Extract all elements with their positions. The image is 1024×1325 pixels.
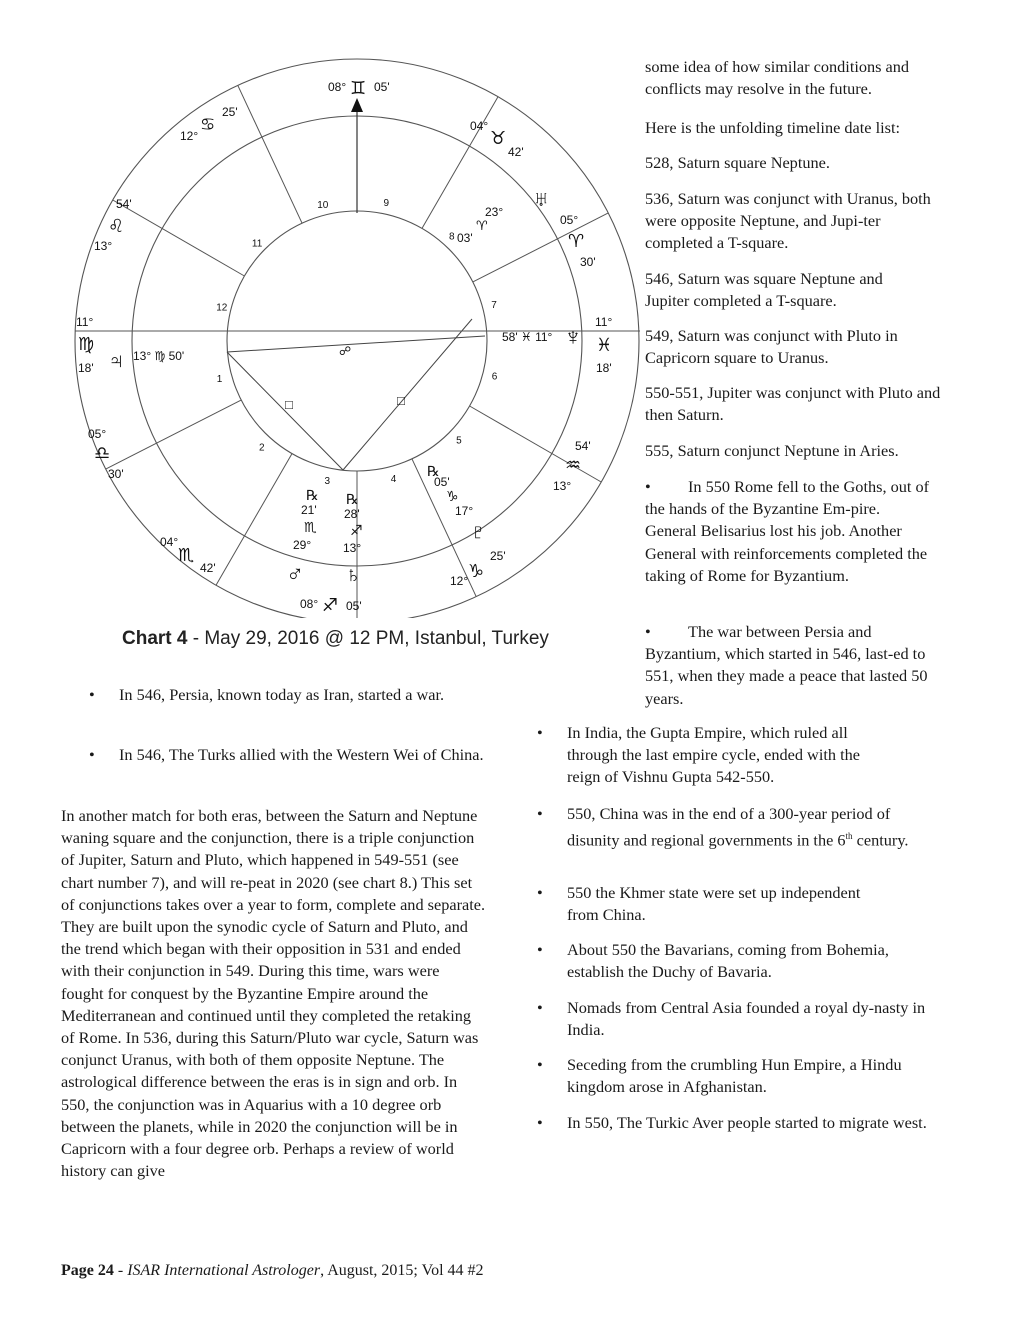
cusp3-min: 42' — [200, 561, 216, 575]
page-footer — [61, 1262, 484, 1280]
bullet-dot: • — [537, 723, 543, 742]
cusp-left-min: 18' — [78, 361, 94, 375]
cusp2-min: 30' — [108, 467, 124, 481]
chart-wheel — [60, 58, 640, 618]
cusp12-deg: 12° — [180, 129, 199, 143]
bullet-text: In 550 Rome fell to the Goths, out of the hands of the Byzantine Em-pire. General Belisarius lost his job. Another General with reinforcements completed the taking of Rome for Byzantium. — [645, 477, 930, 585]
cusp9-deg: 04° — [470, 119, 489, 133]
bullet-dot: • — [89, 745, 95, 764]
bullet-text — [567, 803, 927, 852]
pluto-sign: ♑ — [446, 488, 459, 504]
saturn-retro: ℞ — [346, 491, 359, 507]
cusp-right-deg: 11° — [595, 315, 613, 329]
bullet-dot: • — [537, 883, 543, 902]
house-number: 10 — [317, 199, 329, 211]
uranus-sign: ♈ — [476, 218, 488, 233]
chart-caption-text: - May 29, 2016 @ 12 PM, Istanbul, Turkey — [187, 628, 549, 649]
pluto-deg: 17° — [455, 504, 474, 518]
cusp-top-min: 05' — [374, 80, 390, 94]
chart-caption-label: Chart 4 — [122, 628, 188, 649]
pluto-min: 05' — [434, 475, 450, 489]
house-cusp-line — [238, 85, 302, 223]
house-cusp-line — [113, 200, 245, 276]
bullet-text: The war between Persia and Byzantium, which started in 546, last-ed to 551, when they made a peace that lasted 50 years. — [645, 622, 928, 708]
mars-deg: 29° — [293, 538, 312, 552]
bullet-text: 550 the Khmer state were set up independent from China. — [567, 883, 861, 925]
superscript: th — [845, 831, 853, 842]
cusp8-min: 30' — [580, 255, 596, 269]
uranus-min: 03' — [457, 231, 473, 245]
cusp6-min: 54' — [575, 439, 591, 453]
house-number: 1 — [216, 373, 223, 385]
inner-bullet — [645, 476, 930, 587]
mars-glyph: ♂ — [286, 561, 304, 588]
chart-caption — [122, 628, 549, 650]
body-paragraph: In another match for both eras, between the Saturn and Neptune waning square and the conjunction, there is a triple conjunction of Jupiter, Saturn and Pluto, which happened in 549-551 (see chart number 7), and will re-peat in 2020 (see chart 8.) This set of conjunctions takes over a year to form, complete and separate. They are built upon the synodic cycle of Saturn and Pluto, and the trend which began with their opposition in 531 and ended with their conjunction in 549. During this time, wars were fought for conquest by the Byzantine Empire around the Mediterranean and continued until they completed the retaking of Rome. In 536, during this Saturn/Pluto war cycle, Saturn was conjunct Uranus, with both of them opposite Neptune. The astrological difference between the eras is in sign and orb. In 550, the conjunction was in Aquarius with a 10 degree orb between the planets, while in 2020 the conjunction will be in Capricorn with a four degree orb. Perhaps a review of world history can give — [61, 806, 486, 1181]
bullet-dot: • — [645, 622, 651, 641]
page-number: Page 24 — [61, 1262, 114, 1279]
jupiter-position: 13° ♍ 50' — [133, 349, 185, 363]
bullet-text: Nomads from Central Asia founded a royal dy-nasty in India. — [567, 998, 926, 1040]
cusp-left-sign: ♍ — [78, 334, 95, 354]
cusp-right-min: 18' — [596, 361, 612, 375]
bullet-dot: • — [537, 998, 543, 1017]
bullet-text-main: 550, China was in the end of a 300-year period of disunity and regional governments in the 6 — [567, 804, 891, 850]
mc-arrow — [351, 98, 363, 112]
issue-info: , August, 2015; Vol 44 #2 — [320, 1262, 484, 1279]
journal-name: ISAR International Astrologer — [127, 1262, 321, 1279]
bullet-dot: • — [537, 940, 543, 959]
timeline-intro: Here is the unfolding timeline date list: — [645, 118, 901, 137]
cusp8-sign: ♈ — [568, 231, 585, 251]
jupiter-glyph: ♃ — [108, 348, 125, 373]
opposition-glyph: ☍ — [339, 344, 352, 358]
uranus-glyph: ♅ — [533, 186, 550, 211]
cusp-bottom-sign: ♐ — [322, 595, 339, 615]
cusp5-deg: 12° — [450, 574, 469, 588]
mars-min: 21' — [301, 503, 317, 517]
cusp3-deg: 04° — [160, 535, 179, 549]
cusp-bottom-deg: 08° — [300, 597, 319, 611]
house-cusp-line — [216, 454, 292, 586]
saturn-deg: 13° — [343, 541, 362, 555]
pluto-glyph: ♇ — [470, 519, 487, 544]
bullet-dot: • — [537, 1055, 543, 1074]
timeline-item: 536, Saturn was conjunct with Uranus, both were opposite Neptune, and Jupi-ter completed a T-square. — [645, 189, 931, 253]
square-glyph: □ — [397, 393, 405, 408]
house-number: 5 — [456, 435, 462, 447]
house-number: 11 — [251, 238, 263, 250]
house-cusp-line — [106, 400, 241, 469]
timeline-item: 546, Saturn was square Neptune and Jupiter completed a T-square. — [645, 269, 883, 311]
house-number: 4 — [390, 474, 397, 486]
cusp-right-sign: ♓ — [596, 335, 613, 355]
cusp-top-deg: 08° — [328, 80, 347, 94]
cusp-bottom-min: 05' — [346, 599, 362, 613]
saturn-glyph: ♄ — [345, 562, 362, 587]
cusp-top-sign: ♊ — [350, 78, 367, 98]
cusp9-min: 42' — [508, 145, 524, 159]
house-number: 2 — [259, 442, 265, 454]
saturn-sign: ♐ — [350, 522, 363, 538]
cusp5-sign: ♑ — [468, 561, 485, 581]
inner-bullet — [645, 621, 930, 710]
inner-ring — [227, 211, 487, 471]
cusp11-min: 54' — [116, 197, 132, 211]
cusp2-sign: ♎ — [94, 443, 111, 463]
house-number: 8 — [449, 231, 455, 243]
timeline-item: 549, Saturn was conjunct with Pluto in Capricorn square to Uranus. — [645, 326, 898, 368]
house-number: 3 — [324, 475, 331, 487]
house-number: 7 — [491, 300, 497, 312]
bullet-text: Seceding from the crumbling Hun Empire, a Hindu kingdom arose in Afghanistan. — [567, 1055, 902, 1097]
cusp5-min: 25' — [490, 549, 506, 563]
cusp3-sign: ♏ — [178, 545, 195, 565]
bullet-text: In 546, The Turks allied with the Western Wei of China. — [119, 745, 484, 764]
bullet-text: In 550, The Turkic Aver people started to migrate west. — [567, 1113, 927, 1132]
cusp6-deg: 13° — [553, 479, 572, 493]
bullet-text: In India, the Gupta Empire, which ruled all through the last empire cycle, ended with the reign of Vishnu Gupta 542-550. — [567, 723, 860, 787]
footer-sep: - — [113, 1262, 128, 1279]
bullet-text: In 546, Persia, known today as Iran, started a war. — [119, 685, 445, 704]
bullet-dot: • — [537, 804, 543, 823]
cusp2-deg: 05° — [88, 427, 107, 441]
cusp11-deg: 13° — [94, 239, 113, 253]
astrology-chart — [60, 58, 640, 618]
house-number: 9 — [383, 198, 390, 210]
bullet-text: About 550 the Bavarians, coming from Bohemia, establish the Duchy of Bavaria. — [567, 940, 889, 982]
neptune-position: 58' ♓ 11° — [502, 330, 553, 344]
cusp12-sign: ♋ — [200, 115, 216, 134]
neptune-glyph: ♆ — [564, 324, 582, 351]
uranus-deg: 23° — [485, 205, 504, 219]
cusp9-sign: ♉ — [490, 128, 507, 148]
house-cusp-line — [473, 213, 608, 282]
house-number: 12 — [216, 302, 228, 314]
pluto-retro: ℞ — [427, 463, 440, 479]
saturn-min: 28' — [344, 507, 360, 521]
cusp8-deg: 05° — [560, 213, 579, 227]
timeline-item: 528, Saturn square Neptune. — [645, 153, 830, 172]
bullet-text-tail: century. — [856, 830, 909, 850]
cusp-left-deg: 11° — [76, 315, 94, 329]
mars-retro: ℞ — [306, 487, 319, 503]
cusp12-min: 25' — [222, 105, 238, 119]
bullet-dot: • — [89, 685, 95, 704]
timeline-item: 555, Saturn conjunct Neptune in Aries. — [645, 441, 899, 460]
house-number: 6 — [491, 371, 498, 383]
square-glyph: □ — [285, 397, 293, 412]
mars-sign: ♏ — [304, 519, 317, 535]
aspect-line — [343, 319, 472, 470]
cusp6-sign: ♒ — [565, 455, 582, 475]
cusp11-sign: ♌ — [108, 216, 125, 236]
bullet-dot: • — [537, 1113, 543, 1132]
bullet-dot: • — [645, 477, 651, 496]
timeline-item: 550-551, Jupiter was conjunct with Pluto and then Saturn. — [645, 383, 941, 425]
intro-text: some idea of how similar conditions and conflicts may resolve in the future. — [645, 57, 910, 99]
